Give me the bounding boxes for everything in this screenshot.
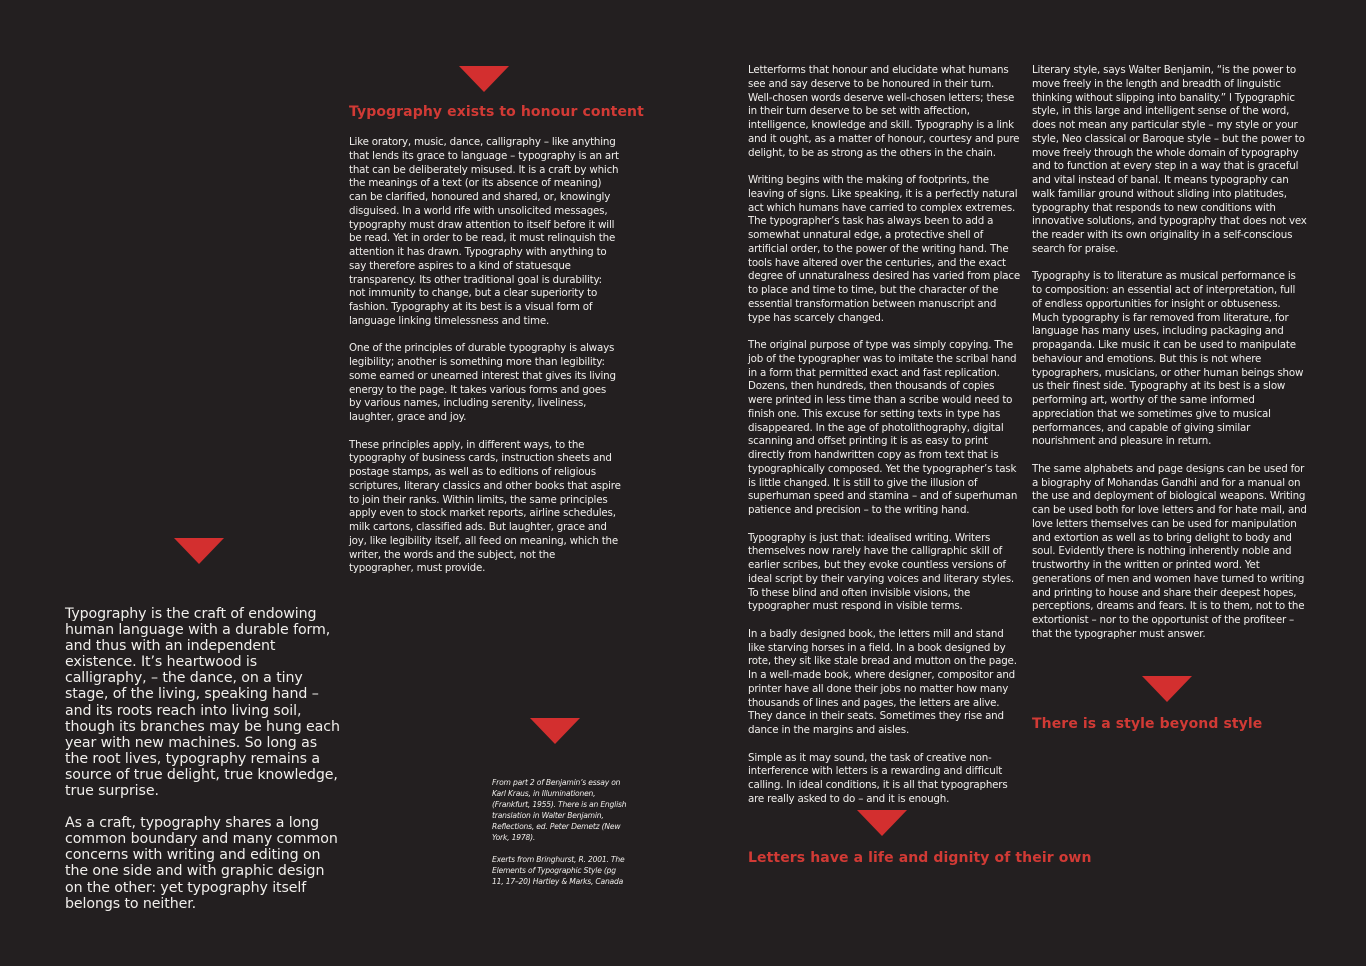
body-paragraph: Like oratory, music, dance, calligraphy – like anything that lends its grace to language – typography is an art that can be deliberately misused. It is a craft by which the meanings of a text (or its absence of meaning) can be clarified, honoured and shared, or, knowingly disguised. In a world rife with unsolicited messages, typography must draw attention to itself before it will be read. Yet in order to be read, it must relinquish the attention it has drawn. Typography with anything to say therefore aspires to a kind of statuesque transparency. Its other traditional goal is durability: not immunity to change, but a clear superiority to fashion. Typography at its best is a visual form of language linking timelessness and time. [349, 136, 619, 327]
body-paragraph: Writing begins with the making of footprints, the leaving of signs. Like speaking, it is a perfectly natural act which humans have carried to complex extremes. The typographer’s task has always been to add a somewhat unnatural edge, a protective shell of artificial order, to the power of the writing hand. The tools have altered over the centuries, and the exact degree of unnaturalness desired has varied from place to place and time to time, but the character of the essential transformation between manuscript and type has scarcely changed. [748, 174, 1020, 324]
lead-text [65, 606, 340, 928]
body-paragraph: Letterforms that honour and elucidate what humans see and say deserve to be honoured in their turn. Well-chosen words deserve well-chosen letters; these in their turn deserve to be set with affection, intelligence, knowledge and skill. Typography is a link and it ought, as a matter of honour, courtesy and pure delight, to be as strong as the others in the chain. [748, 64, 1020, 159]
red-down-triangle-icon [530, 718, 580, 744]
body-paragraph: These principles apply, in different ways, to the typography of business cards, instruction sheets and postage stamps, as well as to editions of religious scriptures, literary classics and other books that aspire to join their ranks. Within limits, the same principles apply even to stock market reports, airline schedules, milk cartons, classified ads. But laughter, grace and joy, like legibility itself, all feed on meaning, which the writer, the words and the subject, not the typographer, must provide. [349, 438, 621, 575]
lead-paragraph: Typography is the craft of endowing human language with a durable form, and thus with an independent existence. It’s heartwood is calligraphy, – the dance, on a tiny stage, of the living, speaking hand – and its roots reach into living soil, though its branches may be hung each year with new machines. So long as the root lives, typography remains a source of true delight, true knowledge, true surprise. [65, 606, 340, 800]
body-paragraph: The same alphabets and page designs can be used for a biography of Mohandas Gandhi and for a manual on the use and deployment of biological weapons. Writing can be used both for love letters and for hate mail, and love letters themselves can be used for manipulation and extortion as well as to bring delight to body and soul. Evidently there is nothing inherently noble and trustworthy in the written or printed word. Yet generations of men and women have turned to writing and printing to house and share their deepest hopes, perceptions, dreams and fears. It is to them, not to the extortionist – nor to the opportunist of the profiteer – that the typographer must answer. [1032, 462, 1307, 640]
body-paragraph: One of the principles of durable typography is always legibility; another is something more than legibility: some earned or unearned interest that gives its living energy to the page. It takes various forms and goes by various names, including serenity, liveliness, laughter, grace and joy. [349, 342, 616, 423]
red-down-triangle-icon [1142, 676, 1192, 702]
footnote: Exerts from Bringhurst, R. 2001. The Elements of Typographic Style (pg 11, 17–20) Hartley & Marks, Canada [492, 855, 625, 886]
body-paragraph: Literary style, says Walter Benjamin, “is the power to move freely in the length and breadth of linguistic thinking without slipping into banality.” l Typographic style, in this large and intelligent sense of the word, does not mean any particular style – my style or your style, Neo classical or Baroque style – but the power to move freely through the whole domain of typography and to function at every step in a way that is graceful and vital instead of banal. It means typography can walk familiar ground without sliding into platitudes, typography that responds to new conditions with innovative solutions, and typography that does not vex the reader with its own originality in a self-conscious search for praise. [1032, 64, 1307, 255]
body-paragraph: The original purpose of type was simply copying. The job of the typographer was to imitate the scribal hand in a form that permitted exact and fast replication. Dozens, then hundreds, then thousands of copies were printed in less time than a scribe would need to finish one. This excuse for setting texts in type has disappeared. In the age of photolithography, digital scanning and offset printing it is as easy to print directly from handwritten copy as from text that is typographically composed. Yet the typographer’s task is little changed. It is still to give the illusion of superhuman speed and stamina – and of superhuman patience and precision – to the writing hand. [748, 339, 1018, 516]
red-down-triangle-icon [459, 66, 509, 92]
heading-honour-content: Typography exists to honour content [349, 104, 644, 120]
body-paragraph: In a badly designed book, the letters mill and stand like starving horses in a field. In a book designed by rote, they sit like stale bread and mutton on the page. In a well-made book, where designer, compositor and printer have all done their jobs no matter how many thousands of lines and pages, the letters are alive. They dance in their seats. Sometimes they rise and dance in the margins and aisles. [748, 627, 1017, 736]
body-paragraph: Typography is just that: idealised writing. Writers themselves now rarely have the calligraphic skill of earlier scribes, but they evoke countless versions of ideal script by their varying voices and literary styles. To these blind and often invisible visions, the typographer must respond in visible terms. [748, 531, 1014, 613]
body-paragraph: Simple as it may sound, the task of creative non-interference with letters is a rewarding and difficult calling. In ideal conditions, it is all that typographers are really asked to do – and it is enough. [748, 751, 1008, 805]
heading-letters-life: Letters have a life and dignity of their own [748, 850, 1092, 866]
body-column-3 [1032, 64, 1307, 655]
red-down-triangle-icon [174, 538, 224, 564]
body-column-1 [349, 136, 621, 590]
lead-paragraph: As a craft, typography shares a long common boundary and many common concerns with writing and editing on the one side and with graphic design on the other: yet typography itself belongs to neither. [65, 815, 338, 912]
footnotes [492, 777, 627, 898]
footnote: From part 2 of Benjamin’s essay on Karl Kraus, in Illuminationen, (Frankfurt, 1955). There is an English translation in Walter Benjamin, Reflections, ed. Peter Demetz (New York, 1978). [492, 778, 627, 842]
body-column-2 [748, 64, 1020, 820]
heading-style-beyond: There is a style beyond style [1032, 716, 1263, 732]
body-paragraph: Typography is to literature as musical performance is to composition: an essential act of interpretation, full of endless opportunities for insight or obtuseness. Much typography is far removed from literature, for language has many uses, including packaging and propaganda. Like music it can be used to manipulate behaviour and emotions. But this is not where typographers, musicians, or other human beings show us their finest side. Typography at its best is a slow performing art, worthy of the same informed appreciation that we sometimes give to musical performances, and capable of giving similar nourishment and pleasure in return. [1032, 270, 1304, 448]
